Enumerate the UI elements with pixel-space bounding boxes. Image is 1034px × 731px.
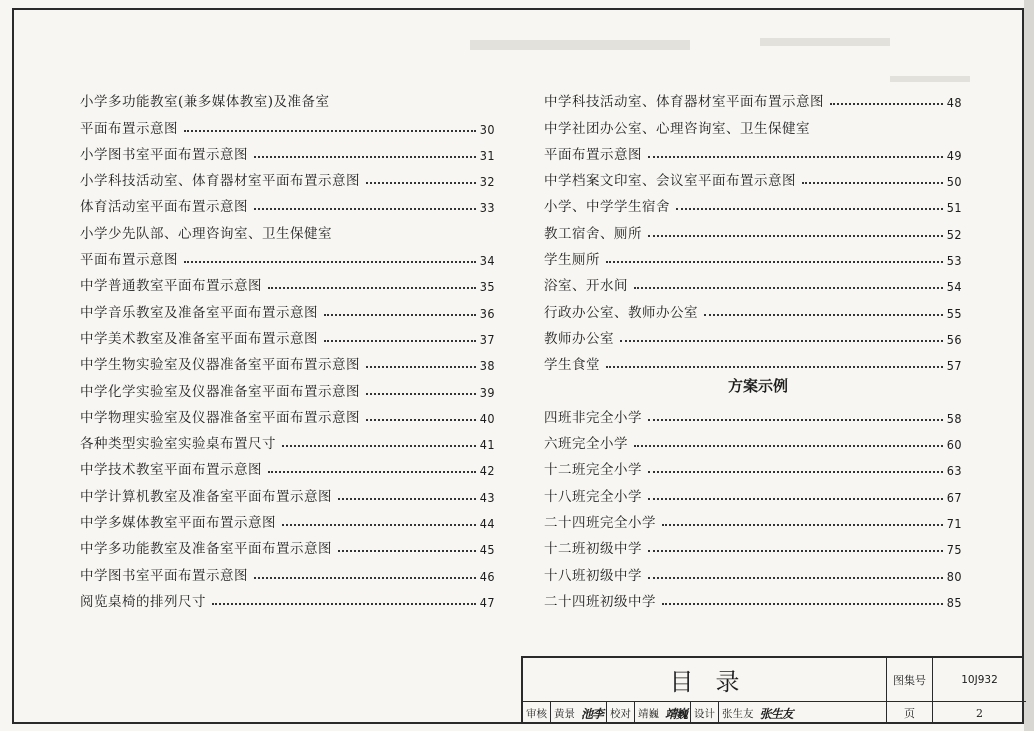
toc-entry	[544, 400, 962, 426]
toc-entry	[544, 426, 962, 452]
toc-entry-page: 38	[479, 358, 495, 374]
toc-entry-title: 小学图书室平面布置示意图	[80, 146, 248, 163]
dot-leader	[366, 366, 476, 368]
toc-entry-page: 36	[479, 305, 495, 321]
toc-entry-title: 教工宿舍、厕所	[544, 225, 642, 242]
toc-entry-title: 中学化学实验室及仪器准备室平面布置示意图	[80, 383, 360, 400]
toc-entry	[80, 110, 495, 136]
toc-entry-title: 中学科技活动室、体育器材室平面布置示意图	[544, 94, 824, 111]
dot-leader	[830, 103, 943, 105]
dot-leader	[254, 156, 476, 158]
toc-entry	[544, 452, 962, 478]
toc-entry	[80, 84, 495, 110]
toc-entry	[80, 531, 495, 557]
toc-entry-title: 十二班初级中学	[544, 541, 642, 558]
toc-entry	[544, 84, 962, 110]
toc-entry-title: 十二班完全小学	[544, 462, 642, 479]
toc-entry-title: 中学物理实验室及仪器准备室平面布置示意图	[80, 409, 360, 426]
toc-entry-page: 48	[946, 95, 962, 111]
toc-entry-page: 44	[479, 516, 495, 532]
toc-entry-page: 75	[946, 542, 962, 558]
toc-entry-title: 平面布置示意图	[544, 146, 642, 163]
dot-leader	[324, 340, 476, 342]
toc-entry-title: 小学科技活动室、体育器材室平面布置示意图	[80, 173, 360, 190]
dot-leader	[676, 208, 943, 210]
toc-entry-title: 中学技术教室平面布置示意图	[80, 462, 262, 479]
dot-leader	[648, 577, 943, 579]
toc-entry-page: 67	[946, 489, 962, 505]
dot-leader	[338, 498, 476, 500]
dot-leader	[802, 182, 943, 184]
toc-entry-title: 中学美术教室及准备室平面布置示意图	[80, 330, 318, 347]
toc-entry-page: 85	[946, 594, 962, 610]
dot-leader	[282, 445, 476, 447]
toc-entry-title: 中学档案文印室、会议室平面布置示意图	[544, 173, 796, 190]
toc-right-column	[544, 84, 962, 610]
dot-leader	[648, 550, 943, 552]
dot-leader	[662, 524, 943, 526]
toc-entry-page: 56	[946, 331, 962, 347]
toc-entry-title: 小学、中学学生宿舍	[544, 199, 670, 216]
toc-entry	[80, 557, 495, 583]
dot-leader	[366, 182, 476, 184]
page-number: 2	[933, 701, 1026, 724]
toc-right-bottom-list	[544, 400, 962, 610]
toc-entry-page: 52	[946, 226, 962, 242]
toc-entry	[80, 163, 495, 189]
bleed-through-mark	[470, 40, 690, 50]
toc-entry	[544, 137, 962, 163]
toc-entry-title: 体育活动室平面布置示意图	[80, 199, 248, 216]
dot-leader	[648, 156, 943, 158]
toc-entry-title: 小学少先队部、心理咨询室、卫生保健室	[80, 225, 332, 242]
dot-leader	[254, 577, 476, 579]
dot-leader	[634, 445, 943, 447]
toc-entry	[544, 531, 962, 557]
toc-entry-page: 51	[946, 200, 962, 216]
toc-entry-page: 55	[946, 305, 962, 321]
toc-entry-title: 四班非完全小学	[544, 409, 642, 426]
checker-signature: 靖巍	[665, 706, 688, 721]
toc-entry-page: 34	[479, 253, 495, 269]
toc-entry-page: 41	[479, 437, 495, 453]
toc-entry-title: 六班完全小学	[544, 436, 628, 453]
toc-left-column	[80, 84, 495, 610]
toc-entry-page: 63	[946, 463, 962, 479]
toc-entry	[544, 347, 962, 373]
toc-entry-page: 30	[479, 121, 495, 137]
toc-entry	[544, 110, 962, 136]
toc-entry	[80, 189, 495, 215]
section-heading: 方案示例	[727, 377, 788, 396]
toc-entry-page: 35	[479, 279, 495, 295]
toc-entry-page: 53	[946, 253, 962, 269]
dot-leader	[268, 287, 476, 289]
dot-leader	[268, 471, 476, 473]
toc-entry-page: 47	[479, 594, 495, 610]
toc-entry	[544, 321, 962, 347]
designer-signature: 张生友	[759, 706, 793, 721]
title-block-signature-row	[523, 701, 887, 724]
reviewer-name: 黄景	[554, 707, 575, 720]
check-label: 校对	[610, 707, 632, 720]
toc-entry	[80, 452, 495, 478]
dot-leader	[184, 261, 476, 263]
dot-leader	[662, 603, 943, 605]
toc-entry-title: 中学社团办公室、心理咨询室、卫生保健室	[544, 120, 810, 137]
bleed-through-mark	[760, 38, 890, 46]
dot-leader	[620, 340, 943, 342]
toc-entry-page: 57	[946, 358, 962, 374]
checker-name: 靖巍	[638, 707, 660, 720]
toc-entry-title: 中学多媒体教室平面布置示意图	[80, 515, 276, 532]
scan-edge-shadow	[1024, 0, 1034, 731]
toc-entry-title: 十八班完全小学	[544, 488, 642, 505]
toc-entry	[544, 505, 962, 531]
toc-entry-page: 31	[479, 147, 495, 163]
toc-entry-page: 32	[479, 174, 495, 190]
toc-entry	[80, 242, 495, 268]
toc-right-top-list	[544, 84, 962, 373]
toc-entry-title: 学生厕所	[544, 252, 600, 269]
toc-entry	[80, 400, 495, 426]
toc-entry	[544, 215, 962, 241]
title-block	[521, 656, 1024, 724]
toc-entry	[80, 584, 495, 610]
dot-leader	[648, 419, 943, 421]
toc-entry-page: 37	[479, 331, 495, 347]
toc-entry-title: 中学计算机教室及准备室平面布置示意图	[80, 488, 332, 505]
toc-entry	[80, 294, 495, 320]
toc-entry	[544, 189, 962, 215]
toc-entry-title: 平面布置示意图	[80, 120, 178, 137]
toc-entry	[80, 215, 495, 241]
toc-entry	[544, 294, 962, 320]
toc-entry-title: 教师办公室	[544, 330, 614, 347]
toc-entry-page: 39	[479, 384, 495, 400]
toc-entry-page: 58	[946, 410, 962, 426]
toc-entry-page: 33	[479, 200, 495, 216]
toc-entry-title: 二十四班完全小学	[544, 515, 656, 532]
dot-leader	[648, 498, 943, 500]
toc-entry-title: 中学图书室平面布置示意图	[80, 567, 248, 584]
atlas-number: 10J932	[961, 673, 998, 686]
toc-entry	[544, 584, 962, 610]
toc-entry	[80, 137, 495, 163]
toc-entry-title: 学生食堂	[544, 357, 600, 374]
dot-leader	[648, 235, 943, 237]
toc-entry-title: 各种类型实验室实验桌布置尺寸	[80, 436, 276, 453]
toc-entry	[544, 163, 962, 189]
toc-entry-page: 40	[479, 410, 495, 426]
dot-leader	[324, 314, 476, 316]
toc-entry-page: 50	[946, 174, 962, 190]
toc-entry-title: 中学普通教室平面布置示意图	[80, 278, 262, 295]
atlas-number-label: 图集号	[887, 658, 933, 701]
toc-entry	[80, 478, 495, 504]
toc-entry-page: 42	[479, 463, 495, 479]
dot-leader	[648, 471, 943, 473]
toc-entry-page: 60	[946, 437, 962, 453]
bleed-through-mark	[890, 76, 970, 82]
toc-entry-title: 行政办公室、教师办公室	[544, 304, 698, 321]
toc-entry	[80, 268, 495, 294]
toc-entry-title: 浴室、开水间	[544, 278, 628, 295]
toc-entry	[544, 242, 962, 268]
toc-entry-title: 小学多功能教室(兼多媒体教室)及准备室	[80, 94, 330, 111]
toc-entry-page: 49	[946, 147, 962, 163]
toc-entry-title: 中学音乐教室及准备室平面布置示意图	[80, 304, 318, 321]
review-label: 审核	[526, 707, 547, 720]
dot-leader	[606, 261, 943, 263]
toc-entry-page: 43	[479, 489, 495, 505]
design-label: 设计	[694, 707, 716, 720]
dot-leader	[606, 366, 943, 368]
reviewer-signature: 池李	[581, 706, 604, 721]
toc-entry-page: 71	[946, 516, 962, 532]
toc-entry	[544, 268, 962, 294]
dot-leader	[366, 393, 476, 395]
toc-entry-title: 平面布置示意图	[80, 252, 178, 269]
dot-leader	[254, 208, 476, 210]
toc-entry	[80, 321, 495, 347]
dot-leader	[634, 287, 943, 289]
toc-entry-page: 45	[479, 542, 495, 558]
designer-name: 张生友	[722, 707, 754, 720]
toc-entry	[80, 505, 495, 531]
dot-leader	[366, 419, 476, 421]
dot-leader	[184, 130, 476, 132]
dot-leader	[704, 314, 943, 316]
toc-entry	[544, 557, 962, 583]
title-block-title: 目录	[523, 658, 887, 701]
toc-entry-page: 80	[946, 568, 962, 584]
toc-entry-title: 中学多功能教室及准备室平面布置示意图	[80, 541, 332, 558]
toc-entry-page: 54	[946, 279, 962, 295]
toc-entry-title: 十八班初级中学	[544, 567, 642, 584]
dot-leader	[282, 524, 476, 526]
toc-entry-title: 二十四班初级中学	[544, 593, 656, 610]
toc-entry	[80, 373, 495, 399]
toc-entry-page: 46	[479, 568, 495, 584]
dot-leader	[212, 603, 476, 605]
toc-entry-title: 阅览桌椅的排列尺寸	[80, 593, 206, 610]
toc-entry	[80, 347, 495, 373]
toc-entry	[544, 478, 962, 504]
toc-entry-title: 中学生物实验室及仪器准备室平面布置示意图	[80, 357, 360, 374]
dot-leader	[338, 550, 476, 552]
toc-entry	[80, 426, 495, 452]
page-label: 页	[887, 701, 933, 724]
